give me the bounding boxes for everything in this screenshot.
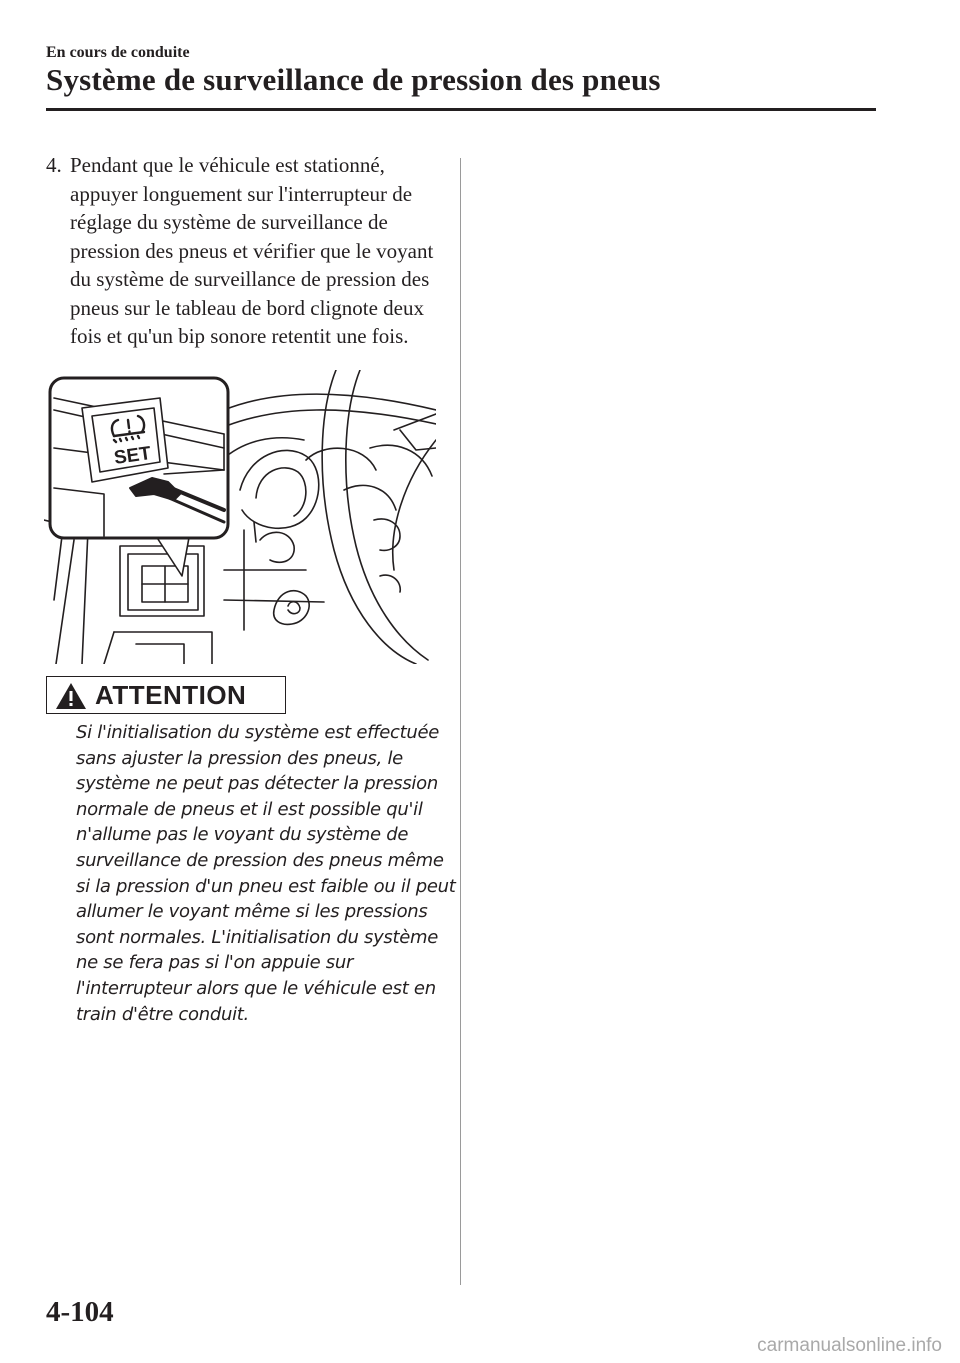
page-number: 4-104: [46, 1296, 114, 1328]
section-label: En cours de conduite: [46, 44, 190, 61]
step-4: [46, 151, 446, 351]
attention-text: Si l'initialisation du système est effectuée sans ajuster la pression des pneus, le système ne peut pas détecter la pression normale de pneus et il est possible qu'il n'allume pas le voyant du système de surveillance de pression des pneus même si la pression d'un pneu est faible ou il peut allumer le voyant même si les pressions sont normales. L'initialisation du système ne se fera pas si l'on appuie sur l'interrupteur alors que le véhicule est en train d'être conduit.: [76, 722, 456, 1025]
set-label: SET: [112, 443, 153, 469]
attention-label: ATTENTION: [95, 680, 247, 710]
column-divider: [460, 158, 461, 1285]
warning-triangle-icon: [55, 682, 87, 710]
page-title: Système de surveillance de pression des pneus: [46, 62, 661, 97]
watermark: carmanualsonline.info: [757, 1335, 942, 1356]
step-text: Pendant que le véhicule est stationné, appuyer longuement sur l'interrupteur de réglage du système de surveillance de pression des pneus et vérifier que le voyant du système de surveillance de pression des pneus sur le tableau de bord clignote deux fois et qu'un bip sonore retentit une fois.: [70, 153, 434, 348]
dashboard-illustration: [44, 370, 436, 664]
attention-box: [46, 676, 286, 714]
dashboard-outline: [222, 394, 436, 630]
title-divider: [46, 108, 876, 111]
step-number: 4.: [46, 153, 62, 177]
